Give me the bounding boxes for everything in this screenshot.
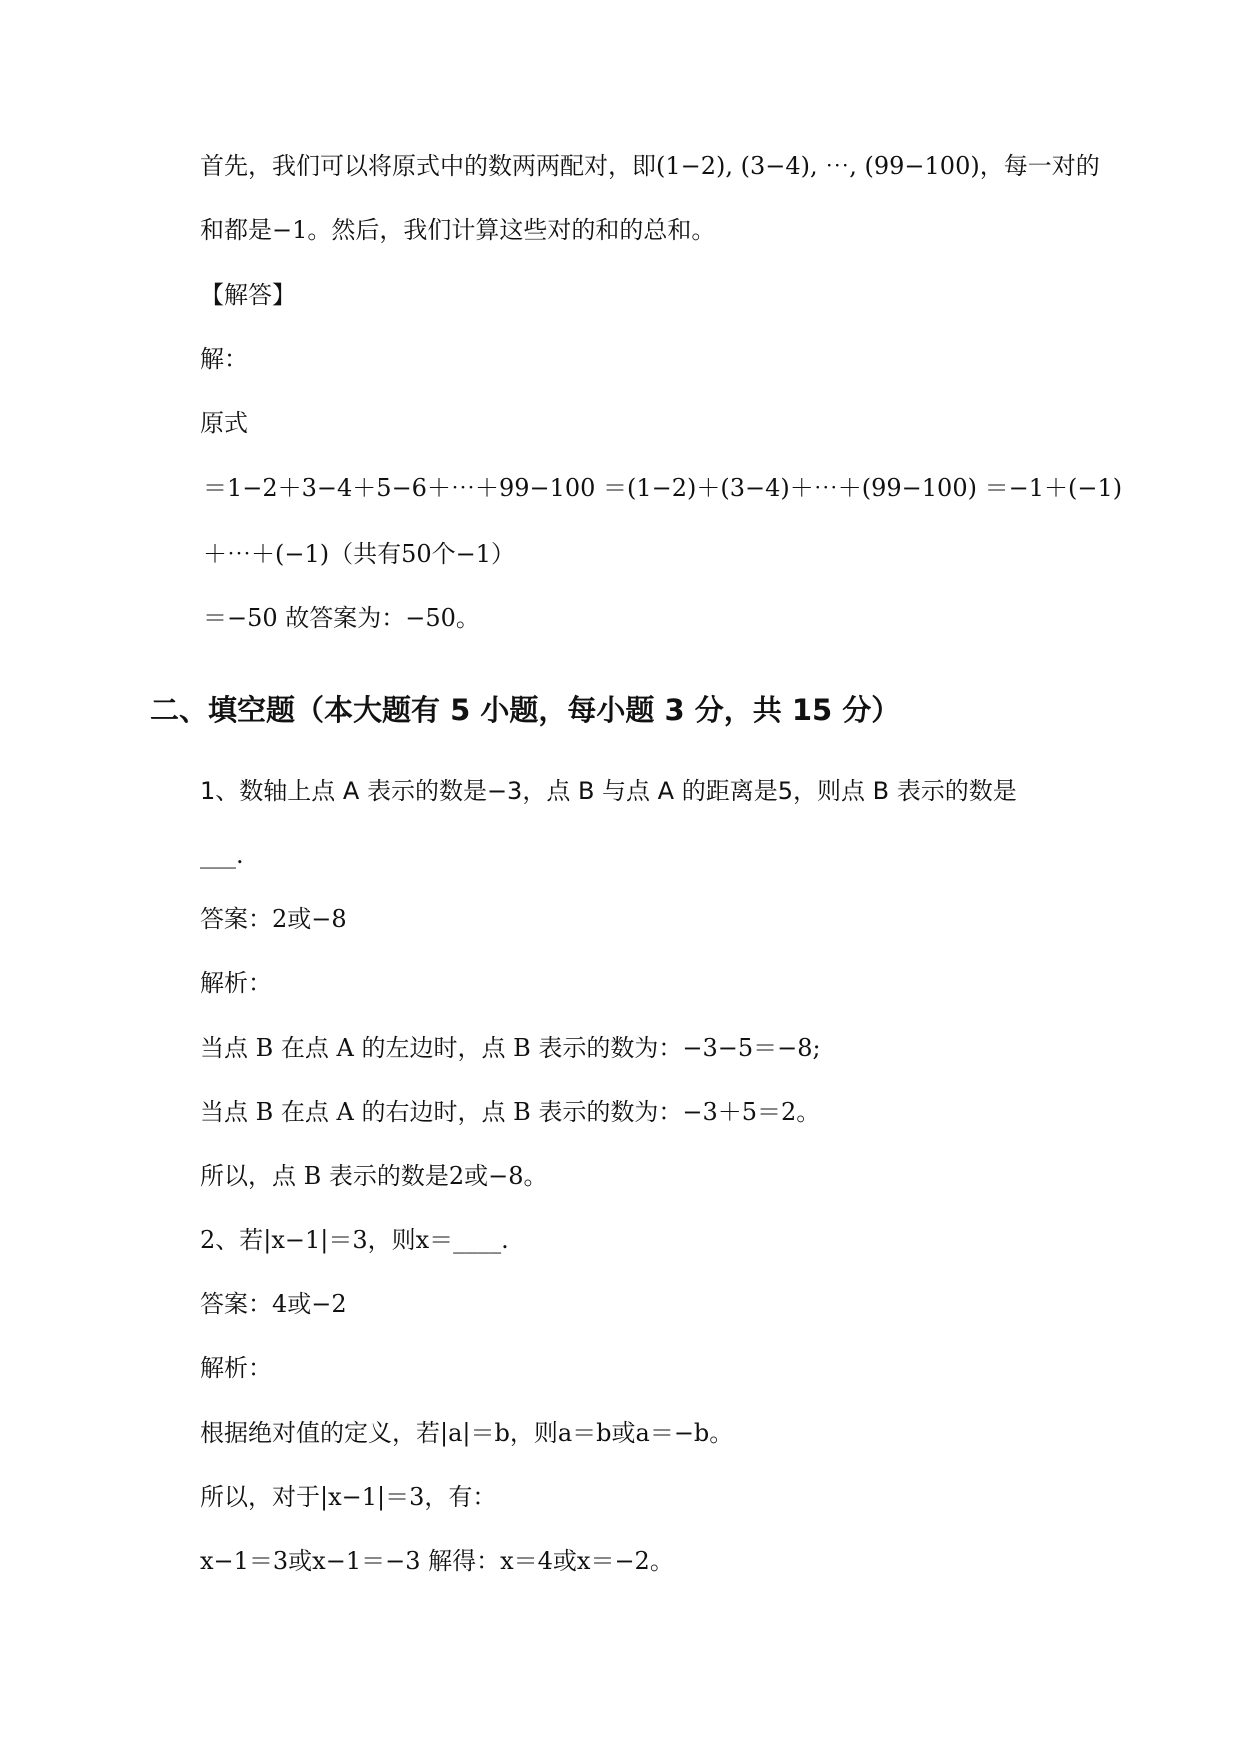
q2-question: 2、若|x−1|＝3，则x＝____.	[200, 1226, 509, 1254]
q1-blank: ___.	[200, 841, 244, 869]
q1-answer: 答案：2或−8	[200, 905, 347, 933]
q1-explanation-1: 当点 B 在点 A 的左边时，点 B 表示的数为：−3−5＝−8;	[200, 1034, 821, 1062]
q2-explanation-2: 所以，对于|x−1|＝3，有：	[200, 1483, 497, 1511]
q1-jiexi: 解析：	[200, 969, 272, 997]
solution-step-3: ＝−50 故答案为：−50。	[203, 604, 480, 632]
q2-explanation-1: 根据绝对值的定义，若|a|＝b，则a＝b或a＝−b。	[200, 1419, 734, 1447]
q1-question: 1、数轴上点 A 表示的数是−3，点 B 与点 A 的距离是5，则点 B 表示的数是	[200, 777, 1017, 805]
analysis-line-1: 首先，我们可以将原式中的数两两配对，即(1−2), (3−4), ⋯, (99−100)，每一对的	[200, 152, 1100, 180]
q1-explanation-3: 所以，点 B 表示的数是2或−8。	[200, 1162, 548, 1190]
q2-explanation-3: x−1＝3或x−1＝−3 解得：x＝4或x＝−2。	[200, 1547, 674, 1575]
section-2-title: 二、填空题（本大题有 5 小题，每小题 3 分，共 15 分）	[150, 693, 901, 727]
solution-step-1: ＝1−2＋3−4＋5−6＋⋯＋99−100 ＝(1−2)＋(3−4)＋⋯＋(99−100) ＝−1＋(−1)	[203, 474, 1123, 502]
q2-answer: 答案：4或−2	[200, 1290, 347, 1318]
solution-jie: 解：	[200, 345, 248, 373]
q2-jiexi: 解析：	[200, 1354, 272, 1382]
solution-header: 【解答】	[200, 281, 296, 309]
q1-explanation-2: 当点 B 在点 A 的右边时，点 B 表示的数为：−3＋5＝2。	[200, 1098, 821, 1126]
solution-step-2: ＋⋯＋(−1)（共有50个−1）	[203, 540, 516, 568]
analysis-line-2: 和都是−1。然后，我们计算这些对的和的总和。	[200, 216, 716, 244]
solution-yuanshi: 原式	[200, 409, 248, 437]
